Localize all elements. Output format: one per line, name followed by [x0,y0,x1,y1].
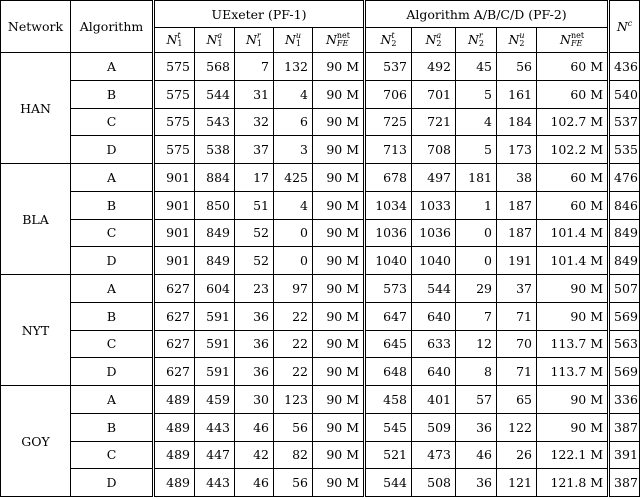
algorithm-cell: B [71,413,154,441]
header-symbol: N net FE [313,28,365,53]
value-cell: 60 M [537,164,609,192]
value-cell: 132 [274,53,313,81]
value-cell: 71 [497,302,537,330]
value-cell: 0 [274,219,313,247]
header-symbol: N t 2 [365,28,412,53]
algorithm-cell: D [71,136,154,164]
value-cell: 12 [456,330,497,358]
value-cell: 725 [365,108,412,136]
value-cell: 1036 [365,219,412,247]
value-cell: 3 [274,136,313,164]
value-cell: 563 [609,330,640,358]
value-cell: 604 [195,275,235,303]
value-cell: 60 M [537,80,609,108]
value-cell: 57 [456,386,497,414]
value-cell: 543 [195,108,235,136]
value-cell: 187 [497,219,537,247]
value-cell: 70 [497,330,537,358]
value-cell: 336 [609,386,640,414]
table-row [1,413,640,441]
value-cell: 569 [609,358,640,386]
value-cell: 90 M [313,441,365,469]
algorithm-cell: A [71,275,154,303]
value-cell: 29 [456,275,497,303]
value-cell: 102.2 M [537,136,609,164]
value-cell: 648 [365,358,412,386]
value-cell: 90 M [313,80,365,108]
value-cell: 161 [497,80,537,108]
algorithm-cell: D [71,247,154,275]
value-cell: 8 [456,358,497,386]
value-cell: 575 [154,80,195,108]
value-cell: 31 [235,80,274,108]
header-symbol: N r 1 [235,28,274,53]
value-cell: 4 [274,80,313,108]
value-cell: 1 [456,191,497,219]
value-cell: 591 [195,330,235,358]
value-cell: 184 [497,108,537,136]
value-cell: 489 [154,441,195,469]
header-symbol: N net FE [537,28,609,53]
value-cell: 37 [235,136,274,164]
value-cell: 90 M [313,136,365,164]
header-symbol: N r 2 [456,28,497,53]
table-row [1,275,640,303]
value-cell: 6 [274,108,313,136]
value-cell: 884 [195,164,235,192]
value-cell: 52 [235,219,274,247]
value-cell: 60 M [537,191,609,219]
value-cell: 538 [195,136,235,164]
value-cell: 42 [235,441,274,469]
value-cell: 537 [365,53,412,81]
value-cell: 0 [274,247,313,275]
value-cell: 22 [274,358,313,386]
value-cell: 846 [609,191,640,219]
value-cell: 521 [365,441,412,469]
value-cell: 71 [497,358,537,386]
value-cell: 901 [154,191,195,219]
algorithm-cell: A [71,164,154,192]
value-cell: 544 [195,80,235,108]
value-cell: 121 [497,469,537,497]
value-cell: 52 [235,247,274,275]
value-cell: 181 [456,164,497,192]
value-cell: 489 [154,413,195,441]
value-cell: 101.4 M [537,247,609,275]
value-cell: 492 [412,53,456,81]
value-cell: 51 [235,191,274,219]
value-cell: 90 M [313,219,365,247]
algorithm-cell: C [71,108,154,136]
value-cell: 701 [412,80,456,108]
value-cell: 113.7 M [537,358,609,386]
value-cell: 90 M [313,53,365,81]
value-cell: 4 [456,108,497,136]
value-cell: 90 M [537,386,609,414]
value-cell: 640 [412,358,456,386]
value-cell: 22 [274,302,313,330]
value-cell: 627 [154,330,195,358]
value-cell: 90 M [537,275,609,303]
algorithm-cell: A [71,386,154,414]
value-cell: 4 [274,191,313,219]
value-cell: 36 [456,413,497,441]
table-row [1,53,640,81]
algorithm-cell: D [71,469,154,497]
value-cell: 32 [235,108,274,136]
value-cell: 537 [609,108,640,136]
value-cell: 678 [365,164,412,192]
value-cell: 627 [154,358,195,386]
value-cell: 391 [609,441,640,469]
value-cell: 575 [154,108,195,136]
value-cell: 627 [154,275,195,303]
value-cell: 633 [412,330,456,358]
value-cell: 113.7 M [537,330,609,358]
value-cell: 706 [365,80,412,108]
value-cell: 509 [412,413,456,441]
value-cell: 90 M [313,386,365,414]
value-cell: 507 [609,275,640,303]
value-cell: 90 M [537,302,609,330]
value-cell: 647 [365,302,412,330]
value-cell: 1033 [412,191,456,219]
value-cell: 23 [235,275,274,303]
value-cell: 37 [497,275,537,303]
value-cell: 90 M [313,358,365,386]
value-cell: 36 [235,302,274,330]
value-cell: 187 [497,191,537,219]
header-nc: $N^c$ [609,1,640,53]
value-cell: 90 M [313,330,365,358]
value-cell: 458 [365,386,412,414]
value-cell: 90 M [313,275,365,303]
value-cell: 1034 [365,191,412,219]
value-cell: 90 M [313,108,365,136]
value-cell: 36 [235,330,274,358]
value-cell: 443 [195,413,235,441]
value-cell: 60 M [537,53,609,81]
value-cell: 7 [456,302,497,330]
value-cell: 101.4 M [537,219,609,247]
algorithm-cell: B [71,191,154,219]
value-cell: 387 [609,413,640,441]
value-cell: 569 [609,302,640,330]
table-row [1,80,640,108]
value-cell: 459 [195,386,235,414]
value-cell: 447 [195,441,235,469]
value-cell: 56 [274,413,313,441]
value-cell: 575 [154,136,195,164]
header-symbol: N u 2 [497,28,537,53]
value-cell: 473 [412,441,456,469]
algorithm-cell: C [71,441,154,469]
value-cell: 122.1 M [537,441,609,469]
value-cell: 0 [456,247,497,275]
value-cell: 102.7 M [537,108,609,136]
table-row [1,469,640,497]
value-cell: 849 [195,219,235,247]
value-cell: 568 [195,53,235,81]
value-cell: 489 [154,386,195,414]
value-cell: 26 [497,441,537,469]
value-cell: 544 [412,275,456,303]
network-cell: NYT [1,275,71,386]
value-cell: 850 [195,191,235,219]
algorithm-cell: B [71,302,154,330]
value-cell: 1036 [412,219,456,247]
value-cell: 56 [274,469,313,497]
value-cell: 90 M [313,469,365,497]
value-cell: 575 [154,53,195,81]
table-row [1,302,640,330]
table-row [1,386,640,414]
value-cell: 535 [609,136,640,164]
header-symbol: N a 2 [412,28,456,53]
value-cell: 401 [412,386,456,414]
algorithm-cell: D [71,358,154,386]
value-cell: 90 M [313,191,365,219]
value-cell: 591 [195,302,235,330]
algorithm-cell: A [71,53,154,81]
value-cell: 627 [154,302,195,330]
value-cell: 849 [609,219,640,247]
value-cell: 721 [412,108,456,136]
value-cell: 1040 [412,247,456,275]
table-row [1,219,640,247]
algorithm-cell: B [71,80,154,108]
value-cell: 476 [609,164,640,192]
value-cell: 17 [235,164,274,192]
header-network: Network [1,1,71,53]
value-cell: 901 [154,219,195,247]
algorithm-cell: C [71,219,154,247]
value-cell: 65 [497,386,537,414]
value-cell: 901 [154,164,195,192]
value-cell: 489 [154,469,195,497]
value-cell: 36 [235,358,274,386]
value-cell: 46 [235,413,274,441]
value-cell: 544 [365,469,412,497]
value-cell: 5 [456,80,497,108]
value-cell: 22 [274,330,313,358]
header-group-pf1: UExeter (PF-1) [154,1,365,28]
value-cell: 46 [235,469,274,497]
value-cell: 30 [235,386,274,414]
value-cell: 122 [497,413,537,441]
header-symbol: N u 1 [274,28,313,53]
value-cell: 443 [195,469,235,497]
value-cell: 191 [497,247,537,275]
table-row [1,330,640,358]
table-row [1,164,640,192]
value-cell: 90 M [313,413,365,441]
value-cell: 5 [456,136,497,164]
value-cell: 90 M [313,302,365,330]
value-cell: 545 [365,413,412,441]
value-cell: 46 [456,441,497,469]
table-row [1,247,640,275]
value-cell: 82 [274,441,313,469]
value-cell: 123 [274,386,313,414]
value-cell: 708 [412,136,456,164]
table-row [1,441,640,469]
header-group-pf2: Algorithm A/B/C/D (PF-2) [365,1,609,28]
value-cell: 901 [154,247,195,275]
value-cell: 36 [456,469,497,497]
value-cell: 121.8 M [537,469,609,497]
value-cell: 436 [609,53,640,81]
algorithm-cell: C [71,330,154,358]
value-cell: 90 M [313,247,365,275]
header-symbol: N a 1 [195,28,235,53]
value-cell: 645 [365,330,412,358]
table-row [1,108,640,136]
value-cell: 425 [274,164,313,192]
value-cell: 1040 [365,247,412,275]
value-cell: 713 [365,136,412,164]
value-cell: 90 M [313,164,365,192]
value-cell: 497 [412,164,456,192]
value-cell: 849 [195,247,235,275]
table-row [1,136,640,164]
header-algorithm: Algorithm [71,1,154,53]
value-cell: 591 [195,358,235,386]
value-cell: 0 [456,219,497,247]
value-cell: 387 [609,469,640,497]
value-cell: 56 [497,53,537,81]
value-cell: 45 [456,53,497,81]
value-cell: 849 [609,247,640,275]
value-cell: 173 [497,136,537,164]
table-row [1,358,640,386]
value-cell: 640 [412,302,456,330]
network-cell: GOY [1,386,71,497]
header-symbol: N t 1 [154,28,195,53]
value-cell: 7 [235,53,274,81]
value-cell: 90 M [537,413,609,441]
table-row [1,191,640,219]
network-cell: BLA [1,164,71,275]
network-cell: HAN [1,53,71,164]
value-cell: 38 [497,164,537,192]
value-cell: 540 [609,80,640,108]
value-cell: 508 [412,469,456,497]
value-cell: 97 [274,275,313,303]
value-cell: 573 [365,275,412,303]
